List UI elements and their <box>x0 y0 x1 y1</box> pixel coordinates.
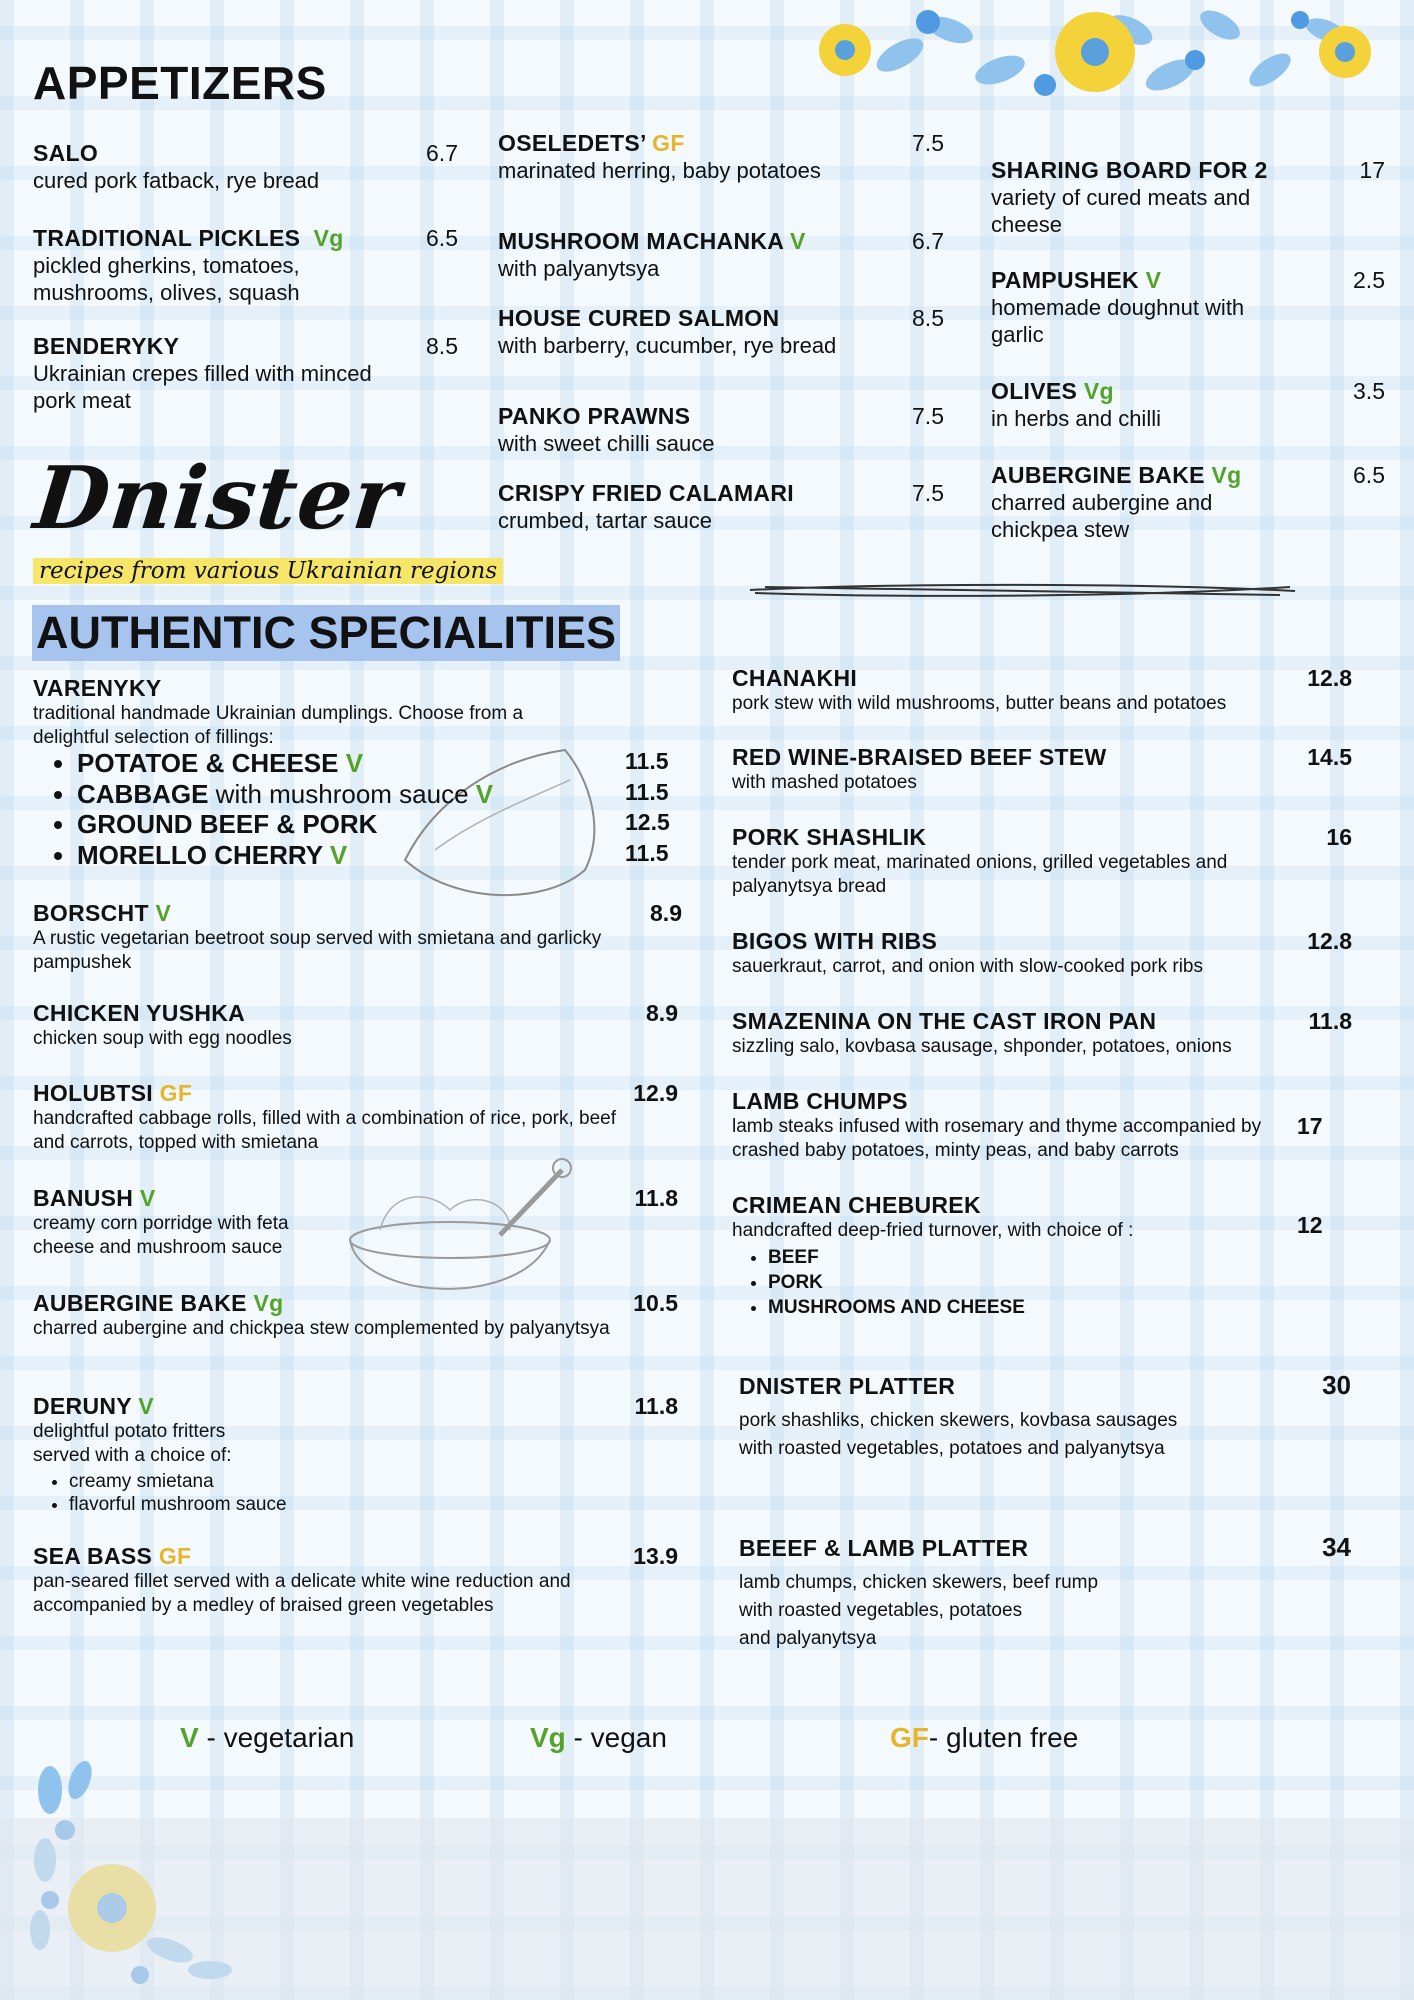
item-name: BORSCHT <box>33 900 149 926</box>
vegetarian-tag: V <box>475 778 494 809</box>
item-name: LAMB CHUMPS <box>732 1088 908 1114</box>
speciality-item <box>732 928 1352 979</box>
item-desc: traditional handmade Ukrainian dumplings. Choose from a delightful selection of fillings: <box>33 703 524 748</box>
item-desc: tender pork meat, marinated onions, grilled vegetables and palyanytsya bread <box>732 852 1228 897</box>
appetizer-item <box>991 157 1385 238</box>
appetizer-item <box>498 228 944 282</box>
speciality-item <box>732 1088 1332 1163</box>
item-price: 8.5 <box>426 333 458 359</box>
item-desc: with sweet chilli sauce <box>498 431 715 456</box>
item-name: BIGOS WITH RIBS <box>732 928 938 954</box>
item-name: PAMPUSHEK <box>991 267 1139 293</box>
brand-tagline: recipes from various Ukrainian regions <box>33 558 503 584</box>
legend-vegetarian: V - vegetarian <box>180 1722 355 1753</box>
speciality-item <box>732 824 1352 899</box>
item-desc: sauerkraut, carrot, and onion with slow-cooked pork ribs <box>732 956 1204 977</box>
item-desc: with roasted vegetables, potatoes <box>739 1600 1023 1621</box>
item-desc: A rustic vegetarian beetroot soup served with smietana and garlicky pampushek <box>33 928 602 973</box>
item-name: HOUSE CURED SALMON <box>498 305 780 331</box>
item-price: 8.5 <box>912 305 944 331</box>
item-name: HOLUBTSI <box>33 1080 153 1106</box>
item-price: 7.5 <box>912 403 944 429</box>
speciality-item <box>33 900 682 975</box>
item-desc: creamy corn porridge with feta cheese and mushroom sauce <box>33 1213 289 1258</box>
item-name: DERUNY <box>33 1393 132 1419</box>
item-desc: with mashed potatoes <box>732 772 917 793</box>
item-price: 16 <box>1326 824 1352 850</box>
item-price: 6.7 <box>426 140 458 166</box>
item-desc: pork shashliks, chicken skewers, kovbasa sausages <box>739 1410 1178 1431</box>
item-name: VARENYKY <box>33 675 162 701</box>
item-price: 8.9 <box>646 1000 678 1026</box>
option-item: • flavorful mushroom sauce <box>69 1493 678 1516</box>
item-desc: variety of cured meats and cheese <box>991 185 1251 237</box>
option-item: • BEEF <box>768 1245 1352 1270</box>
item-price: 12.8 <box>1307 928 1352 954</box>
item-desc: lamb chumps, chicken skewers, beef rump <box>739 1572 1099 1593</box>
brand-logo: Dnister <box>29 448 406 549</box>
appetizer-item <box>33 140 458 194</box>
vegetarian-tag: V <box>139 1185 156 1211</box>
item-desc: with palyanytsya <box>498 256 660 281</box>
item-name: SMAZENINA ON THE CAST IRON PAN <box>732 1008 1157 1034</box>
option-item: • creamy smietana <box>69 1470 678 1493</box>
item-price: 12 <box>1297 1212 1323 1238</box>
speciality-item <box>33 1543 678 1618</box>
item-desc: sizzling salo, kovbasa sausage, shponder, potatoes, onions <box>732 1036 1232 1057</box>
item-name: BENDERYKY <box>33 333 180 359</box>
filling-item: • MORELLO CHERRY V <box>77 840 513 871</box>
item-name: BEEEF & LAMB PLATTER <box>739 1535 1029 1561</box>
vegetarian-tag: V <box>1145 267 1162 293</box>
item-desc: charred aubergine and chickpea stew <box>991 490 1213 542</box>
item-name: SHARING BOARD FOR 2 <box>991 157 1268 183</box>
item-desc: pan-seared fillet served with a delicate white wine reduction and accompanied by a medley of braised green vegetables <box>33 1571 571 1616</box>
item-name: CHICKEN YUSHKA <box>33 1000 246 1026</box>
item-desc: pickled gherkins, tomatoes, mushrooms, olives, squash <box>33 253 300 305</box>
item-desc: with barberry, cucumber, rye bread <box>498 333 837 358</box>
item-name: AUBERGINE BAKE <box>33 1290 247 1316</box>
item-name: AUBERGINE BAKE <box>991 462 1205 488</box>
vegan-tag: Vg <box>313 225 344 251</box>
item-desc: lamb steaks infused with rosemary and thyme accompanied by crashed baby potatoes, minty peas, and baby carrots <box>732 1116 1262 1161</box>
item-desc: served with a choice of: <box>33 1445 232 1466</box>
item-name: OLIVES <box>991 378 1078 404</box>
specialities-title: AUTHENTIC SPECIALITIES <box>32 605 620 661</box>
legend-gluten-free: GF- gluten free <box>890 1722 1079 1753</box>
vegetarian-tag: V <box>138 1393 154 1419</box>
speciality-item <box>33 1393 678 1516</box>
item-name: PORK SHASHLIK <box>732 824 927 850</box>
speciality-item <box>33 1185 678 1260</box>
item-desc: charred aubergine and chickpea stew complemented by palyanytsya <box>33 1318 610 1339</box>
scribble-divider <box>745 575 1305 605</box>
item-desc: and palyanytsya <box>739 1628 877 1649</box>
varenyky-item <box>33 675 593 750</box>
item-price: 3.5 <box>1353 378 1385 404</box>
speciality-item <box>33 1080 678 1155</box>
gluten-free-tag: GF <box>158 1543 192 1569</box>
item-desc: in herbs and chilli <box>991 406 1161 431</box>
item-price: 11.5 <box>625 748 669 774</box>
item-price: 34 <box>1322 1532 1351 1562</box>
appetizer-item <box>498 480 944 534</box>
item-price: 2.5 <box>1353 267 1385 293</box>
item-name: SALO <box>33 140 99 166</box>
vegetarian-tag: V <box>155 900 172 926</box>
item-price: 6.5 <box>1353 462 1385 488</box>
speciality-item <box>732 1008 1352 1059</box>
item-price: 17 <box>1297 1113 1323 1139</box>
item-desc: homemade doughnut with garlic <box>991 295 1245 347</box>
filling-item: • CABBAGE with mushroom sauce V <box>77 779 513 810</box>
vegan-tag: Vg <box>253 1290 284 1316</box>
bottom-band <box>0 1818 1414 2000</box>
vegetarian-tag: V <box>329 839 348 870</box>
item-name: RED WINE-BRAISED BEEF STEW <box>732 744 1107 770</box>
filling-item: • GROUND BEEF & PORK <box>77 809 513 840</box>
item-desc: crumbed, tartar sauce <box>498 508 712 533</box>
item-desc: delightful potato fritters <box>33 1421 226 1442</box>
filling-item: • POTATOE & CHEESE V <box>77 748 513 779</box>
item-price: 11.8 <box>634 1185 678 1211</box>
speciality-item <box>33 1000 678 1051</box>
item-name: PANKO PRAWNS <box>498 403 691 429</box>
item-price: 11.8 <box>634 1393 678 1419</box>
gluten-free-tag: GF <box>652 130 685 156</box>
speciality-item <box>33 1290 678 1341</box>
item-desc: handcrafted cabbage rolls, filled with a combination of rice, pork, beef and carrots, topped with smietana <box>33 1108 616 1153</box>
item-price: 14.5 <box>1307 744 1352 770</box>
item-price: 11.8 <box>1308 1008 1352 1034</box>
appetizer-item <box>498 130 944 184</box>
speciality-item <box>732 1192 1352 1320</box>
item-desc: pork stew with wild mushrooms, butter beans and potatoes <box>732 693 1227 714</box>
gluten-free-tag: GF <box>159 1080 193 1106</box>
varenyky-fillings <box>33 748 513 870</box>
item-desc: marinated herring, baby potatoes <box>498 158 821 183</box>
item-name: SEA BASS <box>33 1543 153 1569</box>
item-name: DNISTER PLATTER <box>739 1373 956 1399</box>
item-price: 12.5 <box>625 809 670 835</box>
vegan-tag: Vg <box>1211 462 1242 488</box>
vegetarian-tag: V <box>790 228 806 254</box>
legend-vegan: Vg - vegan <box>530 1722 667 1753</box>
appetizer-item <box>991 378 1385 432</box>
item-price: 11.5 <box>625 778 669 805</box>
item-price: 17 <box>1359 157 1385 183</box>
item-price: 10.5 <box>633 1290 678 1316</box>
item-name: CRISPY FRIED CALAMARI <box>498 480 794 506</box>
appetizer-item <box>991 462 1385 543</box>
item-desc: handcrafted deep-fried turnover, with choice of : <box>732 1220 1134 1241</box>
item-price: 6.5 <box>426 225 458 251</box>
speciality-item <box>739 1532 1351 1653</box>
item-price: 11.5 <box>625 839 669 866</box>
speciality-item <box>732 744 1352 795</box>
appetizer-item <box>498 403 944 457</box>
item-price: 8.9 <box>650 900 682 926</box>
item-price: 6.7 <box>912 228 944 254</box>
item-price: 12.8 <box>1307 665 1352 691</box>
item-price: 7.5 <box>912 130 944 156</box>
vegetarian-tag: V <box>345 748 364 778</box>
speciality-item <box>732 665 1352 716</box>
appetizer-item <box>33 333 458 414</box>
option-item: • PORK <box>768 1270 1352 1295</box>
item-price: 13.9 <box>633 1543 678 1569</box>
item-name: CHANAKHI <box>732 665 858 691</box>
appetizer-item <box>33 225 458 306</box>
item-name: OSELEDETS’ <box>498 130 646 156</box>
item-price: 30 <box>1322 1370 1351 1400</box>
appetizer-item <box>991 267 1385 348</box>
item-price: 7.5 <box>912 480 944 506</box>
item-desc: chicken soup with egg noodles <box>33 1028 292 1049</box>
item-desc: cured pork fatback, rye bread <box>33 168 320 193</box>
floral-decoration-top-icon <box>800 0 1414 110</box>
option-item: • MUSHROOMS AND CHEESE <box>768 1295 1352 1320</box>
item-name: CRIMEAN CHEBUREK <box>732 1192 981 1218</box>
item-price: 12.9 <box>633 1080 678 1106</box>
appetizer-item <box>498 305 944 359</box>
item-desc: with roasted vegetables, potatoes and palyanytsya <box>739 1438 1165 1459</box>
varenyky-prices <box>625 746 670 868</box>
item-desc: Ukrainian crepes filled with minced pork meat <box>33 361 372 413</box>
item-name: BANUSH <box>33 1185 134 1211</box>
speciality-item <box>739 1370 1351 1463</box>
vegan-tag: Vg <box>1083 378 1114 404</box>
appetizers-title: APPETIZERS <box>33 57 327 109</box>
item-name: TRADITIONAL PICKLES <box>33 225 301 251</box>
item-name: MUSHROOM MACHANKA <box>498 228 784 254</box>
